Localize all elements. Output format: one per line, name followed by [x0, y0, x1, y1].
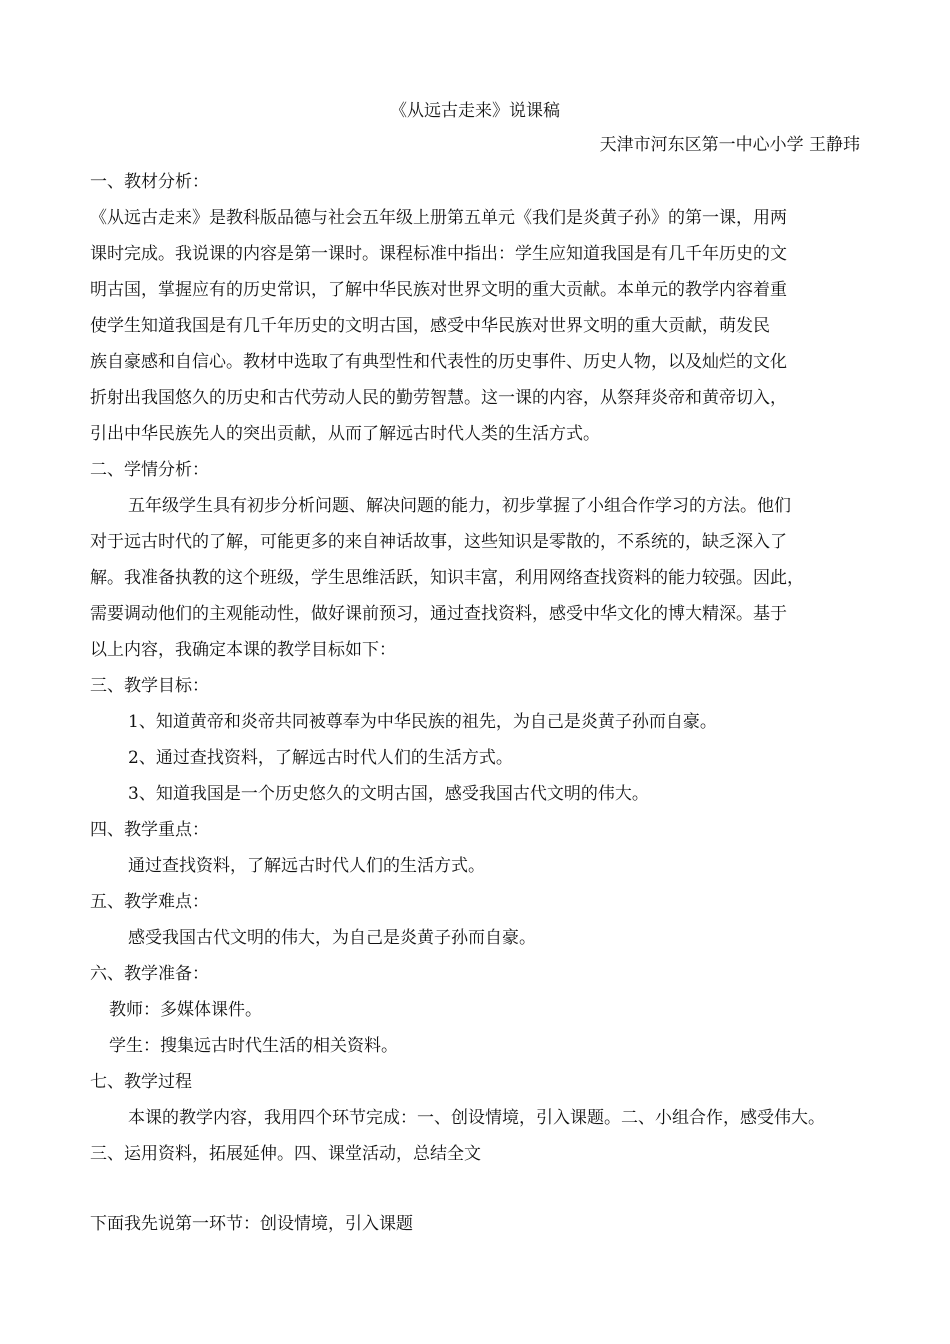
paragraph-line: 三、运用资料，拓展延伸。四、课堂活动，总结全文 [90, 1144, 481, 1164]
section-heading-student-analysis: 二、学情分析： [90, 460, 209, 480]
section-heading-preparation: 六、教学准备： [90, 964, 209, 984]
student-preparation: 学生：搜集远古时代生活的相关资料。 [109, 1036, 398, 1056]
paragraph-line: 《从远古走来》是教科版品德与社会五年级上册第五单元《我们是炎黄子孙》的第一课，用两 [90, 208, 787, 228]
paragraph-line: 解。我准备执教的这个班级，学生思维活跃，知识丰富，利用网络查找资料的能力较强。因此， [90, 568, 804, 588]
section-heading-teaching-process: 七、教学过程 [90, 1072, 192, 1092]
paragraph-line: 使学生知道我国是有几千年历史的文明古国，感受中华民族对世界文明的重大贡献，萌发民 [90, 316, 770, 336]
paragraph-line: 族自豪感和自信心。教材中选取了有典型性和代表性的历史事件、历史人物，以及灿烂的文化 [90, 352, 787, 372]
paragraph-line: 明古国，掌握应有的历史常识，了解中华民族对世界文明的重大贡献。本单元的教学内容着重 [90, 280, 787, 300]
paragraph-line: 引出中华民族先人的突出贡献，从而了解远古时代人类的生活方式。 [90, 424, 600, 444]
section-heading-textbook-analysis: 一、教材分析： [90, 172, 209, 192]
goal-item: 1、知道黄帝和炎帝共同被尊奉为中华民族的祖先，为自己是炎黄子孙而自豪。 [128, 712, 717, 732]
goal-item: 2、通过查找资料，了解远古时代人们的生活方式。 [128, 748, 513, 768]
section-heading-difficulties: 五、教学难点： [90, 892, 209, 912]
key-points-text: 通过查找资料，了解远古时代人们的生活方式。 [128, 856, 485, 876]
section-heading-teaching-goals: 三、教学目标： [90, 676, 209, 696]
paragraph-line: 以上内容，我确定本课的教学目标如下： [90, 640, 396, 660]
author-line: 天津市河东区第一中心小学 王静玮 [599, 135, 860, 155]
paragraph-line: 需要调动他们的主观能动性，做好课前预习，通过查找资料，感受中华文化的博大精深。基于 [90, 604, 787, 624]
paragraph-line: 本课的教学内容，我用四个环节完成：一、创设情境，引入课题。二、小组合作，感受伟大。 [128, 1108, 825, 1128]
teacher-preparation: 教师：多媒体课件。 [109, 1000, 262, 1020]
paragraph-line: 课时完成。我说课的内容是第一课时。课程标准中指出：学生应知道我国是有几千年历史的文 [90, 244, 787, 264]
document-title: 《从远古走来》说课稿 [390, 101, 560, 121]
section-heading-key-points: 四、教学重点： [90, 820, 209, 840]
difficulties-text: 感受我国古代文明的伟大，为自己是炎黄子孙而自豪。 [128, 928, 536, 948]
paragraph-line: 对于远古时代的了解，可能更多的来自神话故事，这些知识是零散的，不系统的，缺乏深入了 [90, 532, 787, 552]
paragraph-line: 折射出我国悠久的历史和古代劳动人民的勤劳智慧。这一课的内容，从祭拜炎帝和黄帝切入， [90, 388, 787, 408]
goal-item: 3、知道我国是一个历史悠久的文明古国，感受我国古代文明的伟大。 [128, 784, 649, 804]
closing-line: 下面我先说第一环节：创设情境，引入课题 [90, 1214, 413, 1234]
paragraph-line: 五年级学生具有初步分析问题、解决问题的能力，初步掌握了小组合作学习的方法。他们 [128, 496, 791, 516]
